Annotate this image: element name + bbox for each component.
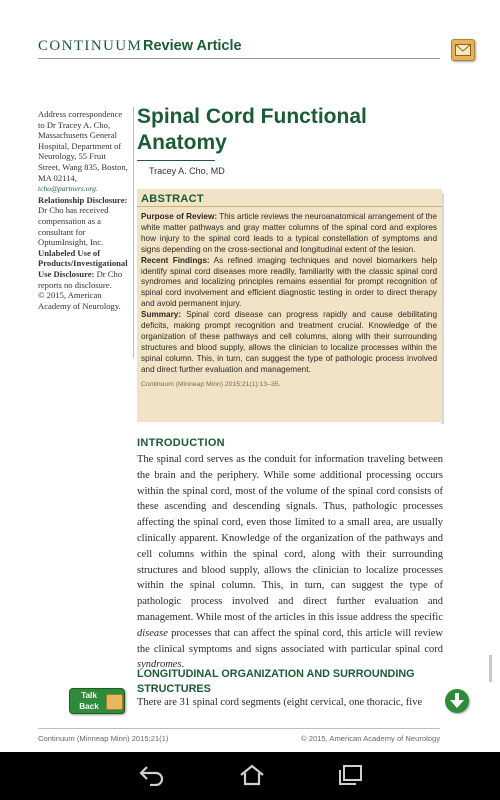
abstract-findings: Recent Findings: As refined imaging techniques and novel biomarkers help identify spinal cord diseases more readily, familiarity with the classic spinal cord syndromes and localizing principles remains essential for prompt recognition of spinal cord involvement and efficient diagnostic testing in order to direct therapy and avoid permanent injury. [141,255,437,309]
footer-citation: Continuum (Minneap Minn) 2015;21(1) [38,734,169,743]
abstract-citation: Continuum (Minneap Minn) 2015;21(1):13–35. [141,380,281,388]
header-divider [38,58,440,59]
talk-back-label: Talk Back [79,691,99,711]
relationship-disclosure: Relationship Disclosure: Dr Cho has received compensation as a consultant for OptumInsight, Inc. [38,194,128,248]
recent-apps-icon [336,764,364,786]
section-heading-longitudinal: LONGITUDINAL ORGANIZATION AND SURROUNDING STRUCTURES [137,668,415,695]
abstract-heading-divider [137,206,442,207]
footer-copyright: © 2015, American Academy of Neurology [301,734,440,743]
back-icon [138,764,166,786]
system-navigation-bar [0,752,500,800]
header [0,0,500,70]
introduction-text: The spinal cord serves as the conduit for information traveling between the brain and the periphery. While some additional processing occurs within the spinal cord, most of the volume of the spinal cord consists of these ascending and descending signals. Thus, pathologic processes affecting the spinal cord, even those limited to a small area, are usually clinically apparent. Knowledge of the organization of the pathways and cell columns within the spinal cord, along with their surrounding structures and blood supply, allows the clinician to localize processes within the spinal column. This, in turn, can suggest the type of pathologic process involved and direct further evaluation and management. While most of the articles in this issue address the specific disease processes that can affect the spinal cord, this article will review the clinical symptoms and signs associated with particular spinal cord syndromes. [137,454,443,671]
author-name: Tracey A. Cho, MD [149,166,225,176]
sidebar-divider [133,107,134,358]
journal-name: CONTINUUM [38,38,143,54]
recent-apps-button[interactable] [330,760,370,792]
home-icon [238,764,266,786]
author-divider [137,160,215,161]
margin-notes [38,109,130,311]
introduction-heading: INTRODUCTION [137,437,225,449]
article-title: Spinal Cord Functional Anatomy [137,105,367,154]
back-button[interactable] [132,760,172,792]
talkback-icon [106,694,123,710]
talk-back-button[interactable] [69,688,125,714]
down-arrow-icon [450,693,464,709]
section-first-line: There are 31 spinal cord segments (eight cervical, one thoracic, five [137,697,423,708]
article-type: Review Article [143,38,242,54]
copyright-note: © 2015, American Academy of Neurology. [38,290,121,311]
correspondence-address: Address correspondence to Dr Tracey A. Cho, Massachusetts General Hospital, Department of Neurology, 55 Fruit Street, Wang 835, Boston, MA 02114, tcho@partners.org. [38,109,128,194]
mail-button[interactable] [451,39,475,61]
abstract-heading: ABSTRACT [141,193,204,205]
home-button[interactable] [232,760,272,792]
abstract-box [137,189,442,422]
mail-icon [455,44,471,56]
next-page-button[interactable] [445,689,469,713]
abstract-purpose: Purpose of Review: This article reviews the neuroanatomical arrangement of the white matter pathways and gray matter columns of the spinal cord and explores how injury to the spinal cord leads to a typical constellation of symptoms and signs depending on the cross-sectional and longitudinal extent of the lesion. [141,212,437,254]
author-email[interactable]: tcho@partners.org. [38,184,98,194]
footer-divider [38,728,440,729]
scrollbar-thumb[interactable] [489,655,492,682]
unlabeled-use-disclosure: Unlabeled Use of Products/Investigational Use Disclosure: Dr Cho reports no disclosure. [38,247,128,290]
abstract-summary: Summary: Spinal cord disease can progress rapidly and cause debilitating deficits, making prompt recognition and treatment crucial. Knowledge of the organization of these pathways and cell columns, along with their surrounding structures and blood supply, allows the clinician to localize processes within the spinal column. This, in turn, can suggest the type of pathologic process involved and direct further evaluation and management. [141,310,437,374]
